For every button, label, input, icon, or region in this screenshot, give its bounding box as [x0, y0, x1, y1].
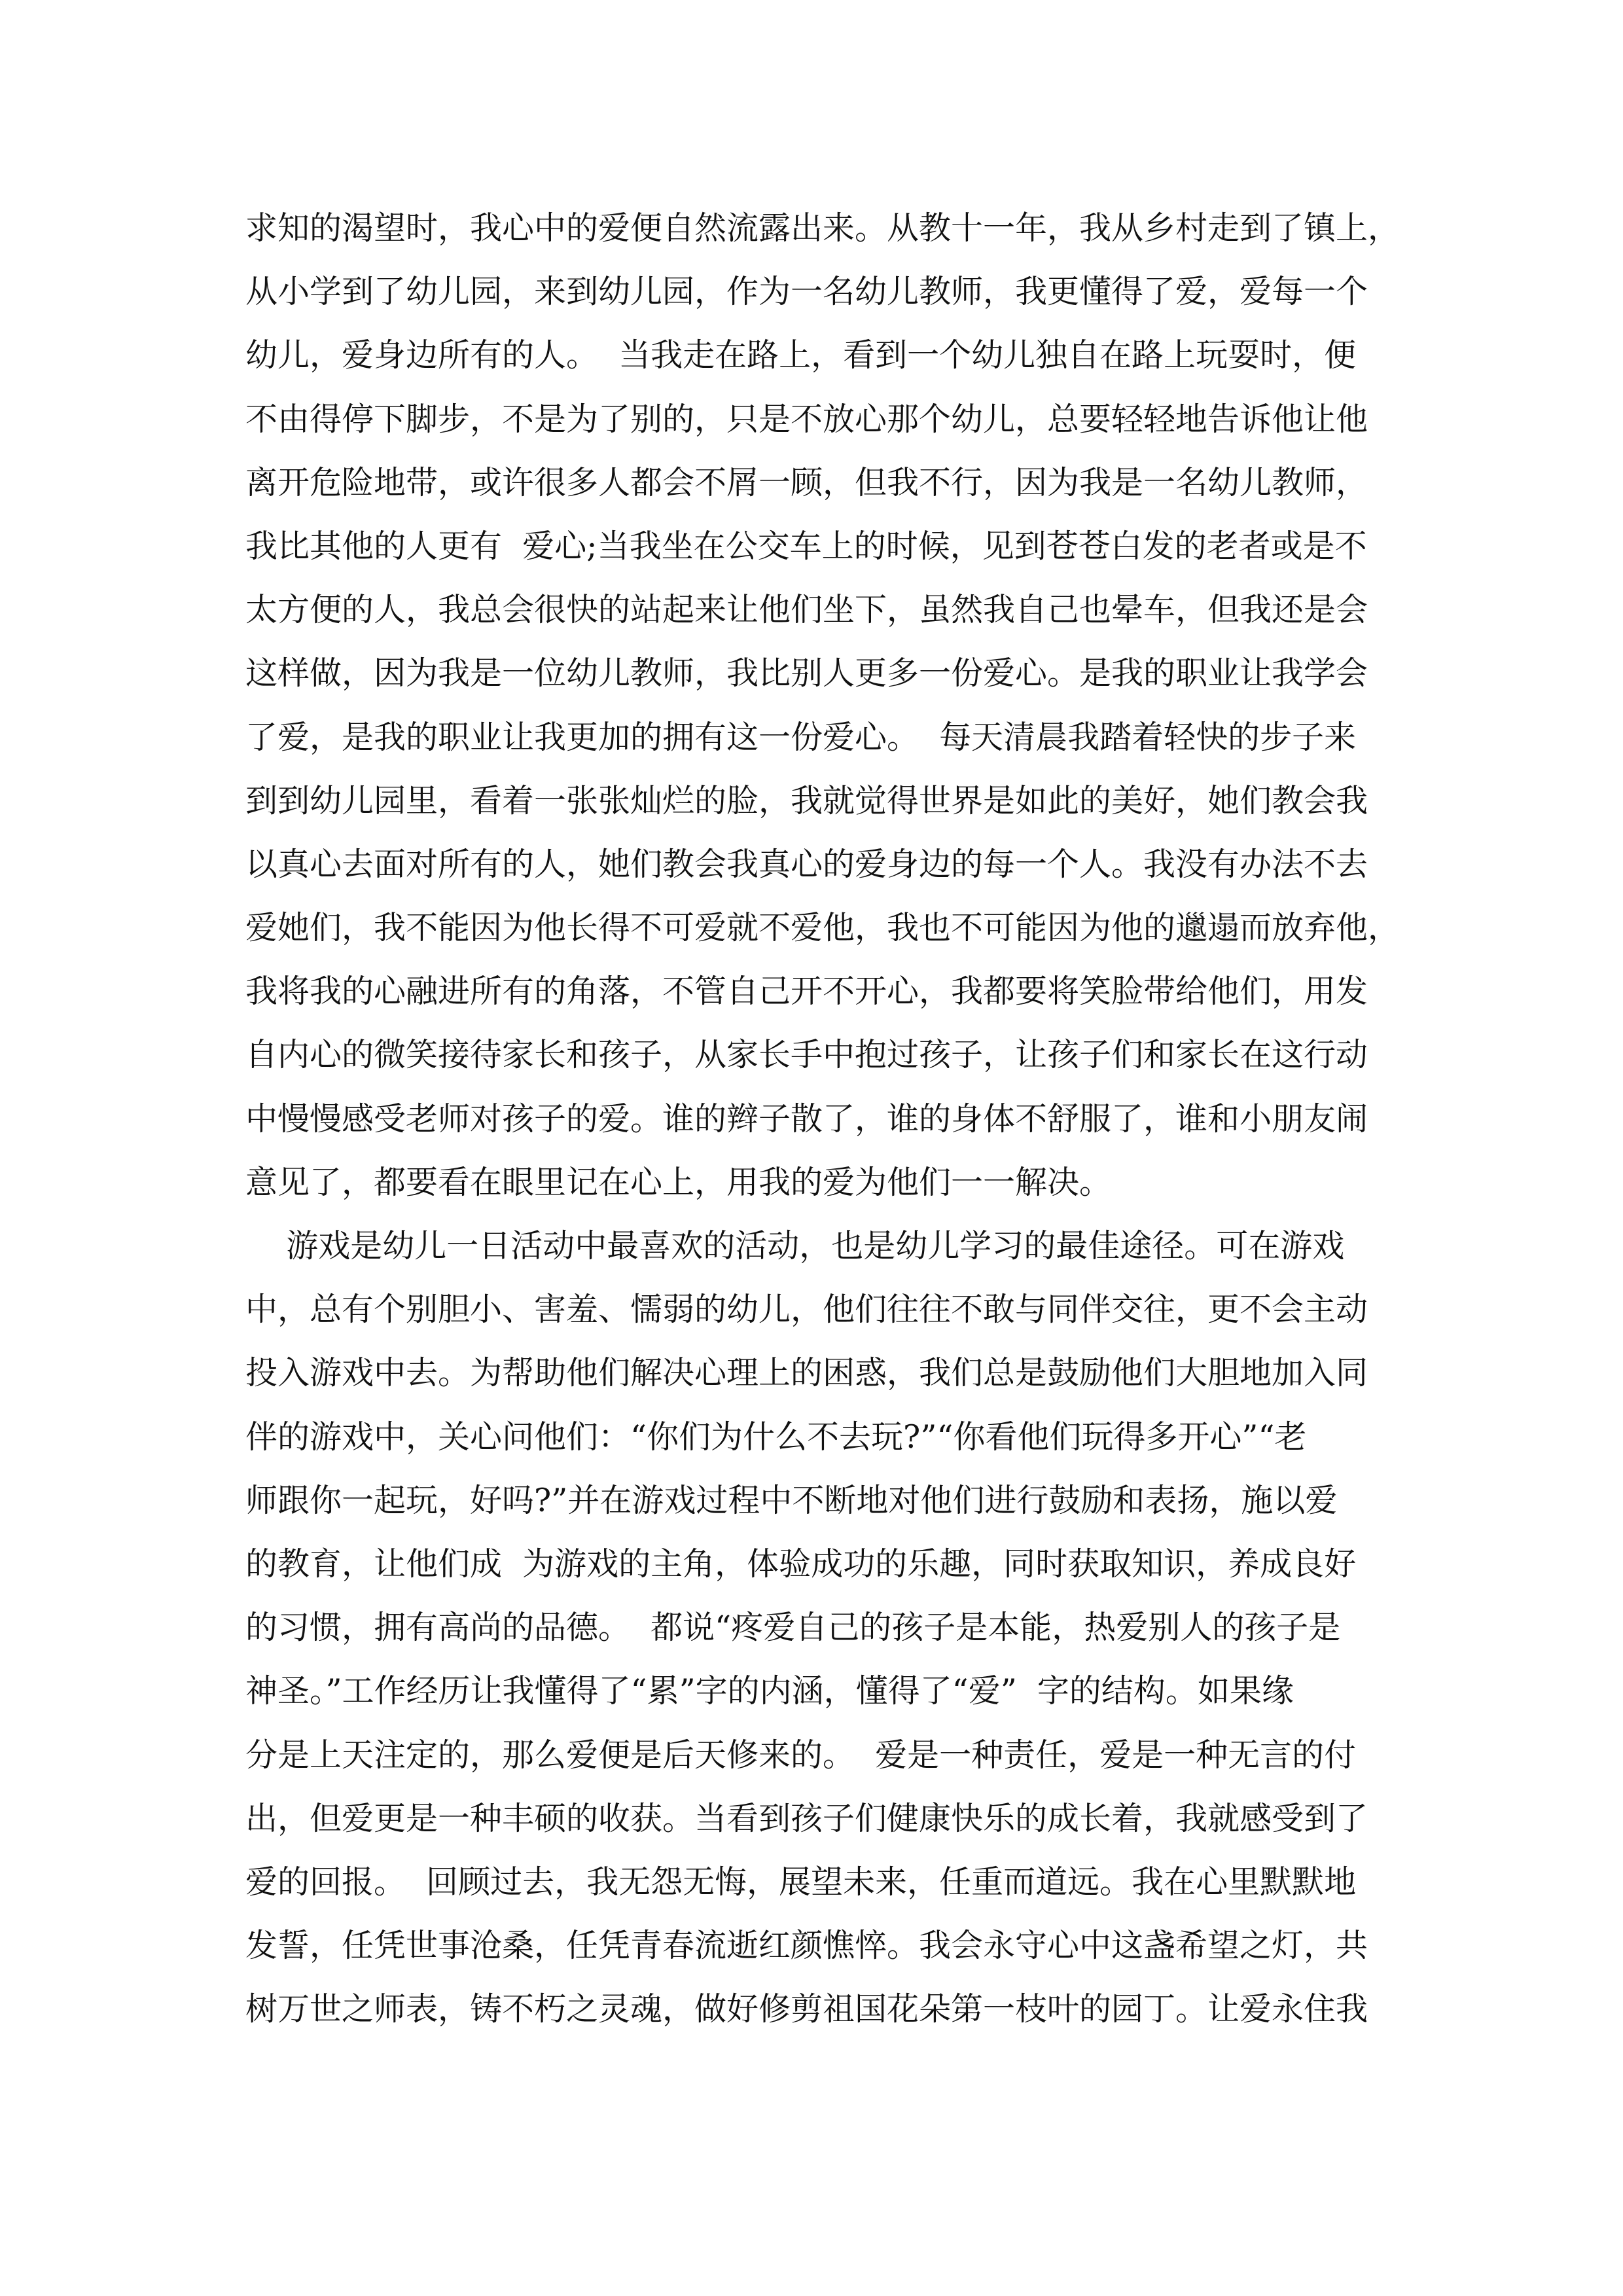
text-line: 以真心去面对所有的人，她们教会我真心的爱身边的每一个人。我没有办法不去	[245, 845, 1368, 883]
text-line: 到到幼儿园里，看着一张张灿烂的脸，我就觉得世界是如此的美好，她们教会我	[245, 781, 1368, 819]
text-line: 这样做，因为我是一位幼儿教师，我比别人更多一份爱心。是我的职业让我学会	[245, 655, 1368, 692]
text-line: 伴的游戏中，关心问他们：“你们为什么不去玩?”“你看他们玩得多开心”“老	[245, 1418, 1307, 1456]
text-line: 的习惯，拥有高尚的品德。 都说“疼爱自己的孩子是本能，热爱别人的孩子是	[245, 1609, 1341, 1647]
text-line: 发誓，任凭世事沧桑，任凭青春流逝红颜憔悴。我会永守心中这盏希望之灯，共	[245, 1927, 1368, 1965]
text-line: 不由得停下脚步，不是为了别的，只是不放心那个幼儿，总要轻轻地告诉他让他	[245, 400, 1368, 438]
text-line: 中，总有个别胆小、害羞、懦弱的幼儿，他们往往不敢与同伴交往，更不会主动	[245, 1291, 1368, 1329]
text-line: 的教育，让他们成 为游戏的主角，体验成功的乐趣，同时获取知识，养成良好	[245, 1545, 1357, 1583]
text-line: 从小学到了幼儿园，来到幼儿园，作为一名幼儿教师，我更懂得了爱，爱每一个	[245, 273, 1368, 311]
text-line: 游戏是幼儿一日活动中最喜欢的活动，也是幼儿学习的最佳途径。可在游戏	[245, 1227, 1345, 1265]
text-line: 我比其他的人更有 爱心;当我坐在公交车上的时候，见到苍苍白发的老者或是不	[245, 527, 1367, 565]
text-line: 中慢慢感受老师对孩子的爱。谁的辫子散了，谁的身体不舒服了，谁和小朋友闹	[245, 1100, 1368, 1138]
text-line: 爱她们，我不能因为他长得不可爱就不爱他，我也不可能因为他的邋遢而放弃他，	[245, 909, 1400, 947]
text-line: 树万世之师表，铸不朽之灵魂，做好修剪祖国花朵第一枝叶的园丁。让爱永住我	[245, 1990, 1368, 2028]
text-line: 意见了，都要看在眼里记在心上，用我的爱为他们一一解决。	[245, 1163, 1112, 1201]
text-line: 师跟你一起玩，好吗?”并在游戏过程中不断地对他们进行鼓励和表扬，施以爱	[245, 1481, 1338, 1519]
text-line: 幼儿，爱身边所有的人。 当我走在路上，看到一个幼儿独自在路上玩耍时，便	[245, 336, 1357, 374]
text-line: 了爱，是我的职业让我更加的拥有这一份爱心。 每天清晨我踏着轻快的步子来	[245, 718, 1357, 756]
text-line: 求知的渴望时，我心中的爱便自然流露出来。从教十一年，我从乡村走到了镇上，	[245, 209, 1400, 247]
text-line: 我将我的心融进所有的角落，不管自己开不开心，我都要将笑脸带给他们，用发	[245, 973, 1368, 1011]
text-line: 自内心的微笑接待家长和孩子，从家长手中抱过孩子，让孩子们和家长在这行动	[245, 1036, 1368, 1074]
text-line: 太方便的人，我总会很快的站起来让他们坐下，虽然我自己也晕车，但我还是会	[245, 591, 1368, 629]
text-line: 爱的回报。 回顾过去，我无怨无悔，展望未来，任重而道远。我在心里默默地	[245, 1863, 1357, 1901]
text-line: 神圣。”工作经历让我懂得了“累”字的内涵，懂得了“爱” 字的结构。如果缘	[245, 1672, 1294, 1710]
text-line: 出，但爱更是一种丰硕的收获。当看到孩子们健康快乐的成长着，我就感受到了	[245, 1799, 1368, 1837]
text-line: 投入游戏中去。为帮助他们解决心理上的困惑，我们总是鼓励他们大胆地加入同	[245, 1354, 1368, 1392]
text-line: 分是上天注定的，那么爱便是后天修来的。 爱是一种责任，爱是一种无言的付	[245, 1736, 1357, 1774]
essay-body-text	[245, 196, 1417, 2041]
text-line: 离开危险地带，或许很多人都会不屑一顾，但我不行，因为我是一名幼儿教师，	[245, 463, 1368, 501]
